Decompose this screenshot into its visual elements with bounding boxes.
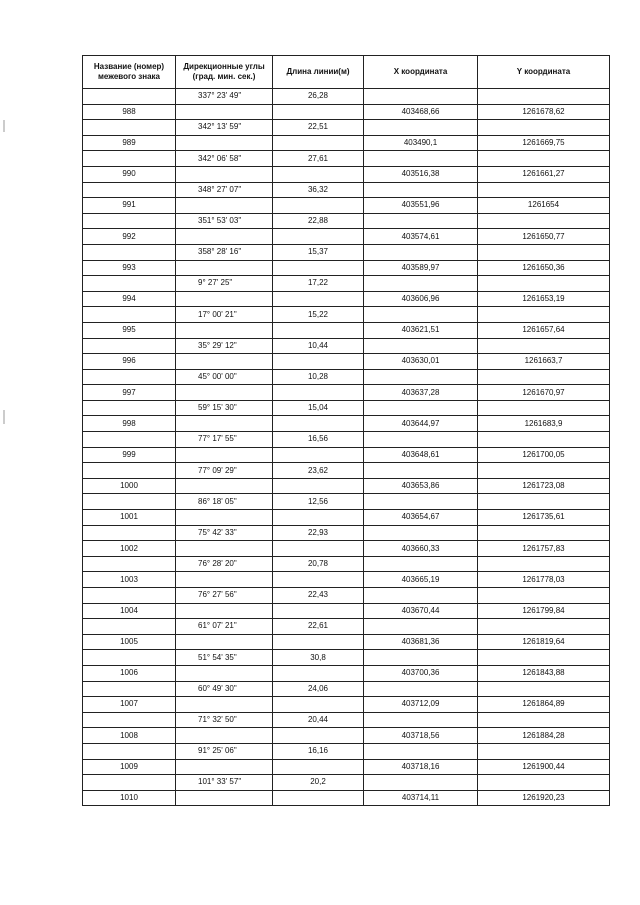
cell-x [364,338,478,354]
cell-angle: 348° 27' 07" [176,182,273,198]
cell-name [83,369,176,385]
cell-y: 1261920,23 [478,790,610,806]
cell-length [273,354,364,370]
table-row-line [83,743,610,759]
cell-y [478,650,610,666]
cell-x: 403621,51 [364,322,478,338]
cell-name: 991 [83,198,176,214]
cell-x: 403718,16 [364,759,478,775]
table-row-line [83,89,610,105]
cell-y: 1261683,9 [478,416,610,432]
table-row-line [83,276,610,292]
cell-length: 10,28 [273,369,364,385]
cell-length: 30,8 [273,650,364,666]
cell-length: 22,51 [273,120,364,136]
cell-name: 1008 [83,728,176,744]
cell-y [478,182,610,198]
table-row-point [83,416,610,432]
cell-angle [176,385,273,401]
cell-angle [176,166,273,182]
cell-length: 26,28 [273,89,364,105]
cell-length [273,572,364,588]
cell-name: 1004 [83,603,176,619]
table-row-point [83,135,610,151]
table-body [83,89,610,806]
cell-y: 1261663,7 [478,354,610,370]
cell-y: 1261884,28 [478,728,610,744]
cell-length [273,322,364,338]
cell-length [273,510,364,526]
cell-name: 994 [83,291,176,307]
cell-angle: 71° 32' 50" [176,712,273,728]
cell-y: 1261900,44 [478,759,610,775]
cell-x: 403665,19 [364,572,478,588]
cell-y [478,276,610,292]
cell-x: 403644,97 [364,416,478,432]
cell-y [478,619,610,635]
cell-length: 22,93 [273,525,364,541]
cell-y [478,775,610,791]
cell-angle: 76° 27' 56" [176,588,273,604]
table-row-point [83,322,610,338]
cell-name [83,182,176,198]
cell-length [273,634,364,650]
cell-name [83,400,176,416]
table-row-point [83,354,610,370]
cell-x [364,432,478,448]
cell-name: 1001 [83,510,176,526]
cell-length: 16,56 [273,432,364,448]
cell-x: 403468,66 [364,104,478,120]
cell-angle [176,354,273,370]
cell-angle [176,322,273,338]
table-row-point [83,634,610,650]
table-row-line [83,244,610,260]
cell-angle: 101° 33' 57" [176,775,273,791]
cell-y [478,369,610,385]
table-row-line [83,588,610,604]
cell-angle [176,572,273,588]
cell-length: 22,43 [273,588,364,604]
cell-angle [176,790,273,806]
cell-x: 403648,61 [364,447,478,463]
cell-name: 999 [83,447,176,463]
cell-name [83,338,176,354]
cell-x: 403654,67 [364,510,478,526]
cell-x [364,588,478,604]
cell-angle: 342° 06' 58" [176,151,273,167]
cell-name [83,556,176,572]
table-row-line [83,120,610,136]
cell-x [364,89,478,105]
cell-y [478,244,610,260]
table-row-point [83,697,610,713]
cell-name: 998 [83,416,176,432]
cell-length: 22,61 [273,619,364,635]
cell-length: 16,16 [273,743,364,759]
cell-name [83,525,176,541]
cell-name: 996 [83,354,176,370]
cell-name [83,276,176,292]
cell-length [273,135,364,151]
cell-length: 15,22 [273,307,364,323]
cell-y [478,338,610,354]
table-row-point [83,790,610,806]
cell-y [478,681,610,697]
cell-length [273,665,364,681]
cell-length [273,541,364,557]
cell-x [364,743,478,759]
table-row-point [83,510,610,526]
cell-angle [176,198,273,214]
cell-angle [176,759,273,775]
table-row-line [83,213,610,229]
cell-angle [176,697,273,713]
cell-y [478,525,610,541]
cell-name [83,588,176,604]
cell-name: 1009 [83,759,176,775]
table-row-line [83,400,610,416]
cell-angle: 337° 23' 49" [176,89,273,105]
cell-length [273,104,364,120]
cell-x [364,494,478,510]
cell-angle: 60° 49' 30" [176,681,273,697]
cell-y: 1261735,61 [478,510,610,526]
cell-x [364,244,478,260]
cell-y: 1261864,89 [478,697,610,713]
cell-length: 24,06 [273,681,364,697]
cell-y [478,120,610,136]
cell-length: 15,37 [273,244,364,260]
cell-x [364,463,478,479]
cell-angle: 342° 13' 59" [176,120,273,136]
cell-x: 403630,01 [364,354,478,370]
cell-name [83,89,176,105]
table-row-line [83,182,610,198]
table-row-point [83,260,610,276]
cell-x [364,213,478,229]
cell-name: 1006 [83,665,176,681]
cell-y [478,712,610,728]
cell-length: 20,78 [273,556,364,572]
cell-length: 36,32 [273,182,364,198]
cell-x [364,369,478,385]
table-row-line [83,525,610,541]
cell-name: 995 [83,322,176,338]
cell-angle: 59° 15' 30" [176,400,273,416]
cell-y: 1261670,97 [478,385,610,401]
cell-name: 993 [83,260,176,276]
cell-angle: 351° 53' 03" [176,213,273,229]
header-x: X координата [364,56,478,89]
cell-y [478,151,610,167]
cell-angle: 17° 00' 21" [176,307,273,323]
cell-length [273,759,364,775]
cell-x [364,307,478,323]
cell-angle: 35° 29' 12" [176,338,273,354]
cell-x: 403660,33 [364,541,478,557]
cell-length [273,385,364,401]
cell-y [478,432,610,448]
cell-name [83,743,176,759]
table-row-line [83,712,610,728]
cell-name [83,775,176,791]
cell-length [273,166,364,182]
cell-length: 23,62 [273,463,364,479]
cell-angle: 51° 54' 35" [176,650,273,666]
table-row-point [83,572,610,588]
cell-length [273,260,364,276]
cell-y: 1261843,88 [478,665,610,681]
cell-length [273,478,364,494]
cell-name [83,151,176,167]
table-row-point [83,478,610,494]
table-row-line [83,432,610,448]
cell-angle: 77° 09' 29" [176,463,273,479]
cell-x [364,556,478,572]
cell-angle [176,104,273,120]
table-row-line [83,463,610,479]
cell-angle [176,416,273,432]
cell-y: 1261654 [478,198,610,214]
cell-length [273,291,364,307]
cell-y: 1261669,75 [478,135,610,151]
cell-angle [176,665,273,681]
cell-y: 1261661,27 [478,166,610,182]
cell-y: 1261819,64 [478,634,610,650]
cell-y: 1261650,77 [478,229,610,245]
cell-y [478,463,610,479]
cell-name: 1000 [83,478,176,494]
table-row-point [83,541,610,557]
cell-x [364,182,478,198]
cell-x: 403490,1 [364,135,478,151]
scan-edge-mark [3,410,5,424]
cell-angle: 358° 28' 16" [176,244,273,260]
table-row-point [83,229,610,245]
cell-x: 403637,28 [364,385,478,401]
cell-x [364,120,478,136]
cell-angle: 75° 42' 33" [176,525,273,541]
cell-x: 403700,36 [364,665,478,681]
cell-angle [176,510,273,526]
cell-length: 10,44 [273,338,364,354]
table-row-point [83,198,610,214]
cell-x: 403551,96 [364,198,478,214]
coordinates-table [82,55,610,806]
cell-y: 1261650,36 [478,260,610,276]
cell-name: 992 [83,229,176,245]
cell-x [364,151,478,167]
cell-length [273,416,364,432]
cell-name [83,619,176,635]
cell-y [478,743,610,759]
cell-name [83,494,176,510]
table-row-line [83,369,610,385]
cell-y: 1261723,08 [478,478,610,494]
header-angle: Дирекционные углы (град. мин. сек.) [176,56,273,89]
cell-length [273,790,364,806]
cell-y [478,400,610,416]
cell-y [478,213,610,229]
cell-angle [176,634,273,650]
table-row-point [83,104,610,120]
cell-name [83,712,176,728]
table-row-point [83,665,610,681]
cell-y: 1261778,03 [478,572,610,588]
cell-y [478,307,610,323]
cell-x [364,712,478,728]
cell-name: 988 [83,104,176,120]
table-row-line [83,338,610,354]
cell-angle [176,478,273,494]
cell-name [83,213,176,229]
cell-y: 1261657,64 [478,322,610,338]
table-row-line [83,619,610,635]
cell-angle: 91° 25' 06" [176,743,273,759]
cell-name: 1010 [83,790,176,806]
cell-y: 1261757,83 [478,541,610,557]
cell-name: 1007 [83,697,176,713]
table-row-line [83,556,610,572]
cell-x: 403653,86 [364,478,478,494]
cell-y: 1261799,84 [478,603,610,619]
header-length: Длина линии(м) [273,56,364,89]
cell-name: 989 [83,135,176,151]
table-row-line [83,650,610,666]
cell-x: 403606,96 [364,291,478,307]
table-row-line [83,681,610,697]
table-row-point [83,759,610,775]
cell-name: 990 [83,166,176,182]
cell-x: 403712,09 [364,697,478,713]
cell-length [273,198,364,214]
table-row-point [83,291,610,307]
cell-angle: 45° 00' 00" [176,369,273,385]
cell-x: 403516,38 [364,166,478,182]
cell-angle: 9° 27' 25" [176,276,273,292]
cell-name [83,650,176,666]
cell-angle: 76° 28' 20" [176,556,273,572]
cell-length: 15,04 [273,400,364,416]
cell-name: 997 [83,385,176,401]
cell-angle [176,260,273,276]
table-row-point [83,603,610,619]
cell-name: 1002 [83,541,176,557]
cell-name [83,244,176,260]
scan-edge-mark [3,120,5,132]
cell-length [273,229,364,245]
cell-y [478,588,610,604]
cell-y: 1261700,05 [478,447,610,463]
cell-length [273,603,364,619]
table-row-line [83,494,610,510]
cell-y [478,89,610,105]
cell-name: 1005 [83,634,176,650]
table-row-point [83,166,610,182]
cell-x [364,400,478,416]
cell-x [364,681,478,697]
cell-angle [176,541,273,557]
table-row-line [83,307,610,323]
cell-angle [176,447,273,463]
cell-x [364,650,478,666]
table-row-line [83,775,610,791]
cell-x [364,775,478,791]
cell-angle [176,728,273,744]
cell-length [273,697,364,713]
cell-y [478,556,610,572]
cell-angle [176,603,273,619]
cell-length: 17,22 [273,276,364,292]
cell-x: 403681,36 [364,634,478,650]
cell-x [364,276,478,292]
cell-angle: 86° 18' 05" [176,494,273,510]
cell-name [83,681,176,697]
cell-x [364,619,478,635]
cell-angle: 77° 17' 55" [176,432,273,448]
cell-length [273,447,364,463]
cell-angle [176,291,273,307]
cell-name: 1003 [83,572,176,588]
cell-length: 22,88 [273,213,364,229]
cell-name [83,307,176,323]
cell-x [364,525,478,541]
cell-angle: 61° 07' 21" [176,619,273,635]
cell-x: 403589,97 [364,260,478,276]
header-name: Название (номер) межевого знака [83,56,176,89]
cell-length: 20,2 [273,775,364,791]
cell-angle [176,135,273,151]
cell-length: 27,61 [273,151,364,167]
cell-y [478,494,610,510]
cell-x: 403574,61 [364,229,478,245]
table-header-row [83,56,610,89]
cell-length: 12,56 [273,494,364,510]
cell-x: 403714,11 [364,790,478,806]
cell-x: 403718,56 [364,728,478,744]
cell-x: 403670,44 [364,603,478,619]
table-row-point [83,447,610,463]
cell-y: 1261678,62 [478,104,610,120]
cell-length [273,728,364,744]
cell-angle [176,229,273,245]
table-row-point [83,385,610,401]
cell-name [83,463,176,479]
table-row-line [83,151,610,167]
cell-name [83,120,176,136]
cell-y: 1261653,19 [478,291,610,307]
header-y: Y координата [478,56,610,89]
table-row-point [83,728,610,744]
cell-name [83,432,176,448]
cell-length: 20,44 [273,712,364,728]
